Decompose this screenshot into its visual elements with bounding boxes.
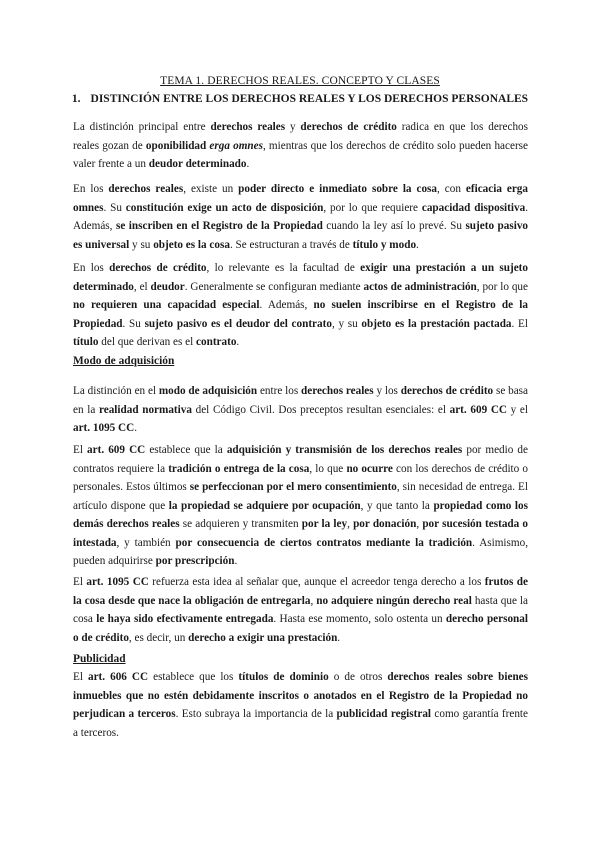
section-title: DISTINCIÓN ENTRE LOS DERECHOS REALES Y LOS DERECHOS PERSONALES — [90, 93, 529, 105]
paragraph-2: En los derechos reales, existe un poder directo e inmediato sobre la cosa, con eficacia erga omnes. Su constitución exige un acto de disposición, por lo que requiere capacidad dispositiva. Además, se inscriben en el Registro de la Propiedad cuando la ley así lo prevé. Su sujeto pasivo es universal y su objeto es la cosa. Se estructuran a través de título y modo. — [73, 183, 529, 251]
heading-modo-adquisicion: Modo de adquisición — [73, 355, 175, 367]
paragraph-5: El art. 609 CC establece que la adquisición y transmisión de los derechos reales por medio de contratos requiere la tradición o entrega de la cosa, lo que no ocurre con los derechos de crédito o personales. Estos últimos se perfeccionan por el mero consentimiento, sin necesidad de entrega. El artículo dispone que la propiedad se adquiere por ocupación, y que tanto la propiedad como los demás derechos reales se adquieren y transmiten por la ley, por donación, por sucesión testada o intestada, y también por consecuencia de ciertos contratos mediante la tradición. Asimismo, pueden adquirirse por prescripción. — [73, 444, 529, 567]
section-number: 1. — [71, 93, 81, 105]
paragraph-6: El art. 1095 CC refuerza esta idea al señalar que, aunque el acreedor tenga derecho a los frutos de la cosa desde que nace la obligación de entregarla, no adquiere ningún derecho real hasta que la cosa le haya sido efectivamente entregada. Hasta ese momento, solo ostenta un derecho personal o de crédito, es decir, un derecho a exigir una prestación. — [73, 576, 529, 644]
section-heading — [0, 93, 600, 105]
document-title: TEMA 1. DERECHOS REALES. CONCEPTO Y CLASES — [160, 75, 440, 87]
paragraph-7: El art. 606 CC establece que los títulos de dominio o de otros derechos reales sobre bienes inmuebles que no estén debidamente inscritos o anotados en el Registro de la Propiedad no perjudican a terceros. Esto subraya la importancia de la publicidad registral como garantía frente a terceros. — [73, 671, 529, 739]
heading-publicidad: Publicidad — [73, 653, 126, 665]
paragraph-1: La distinción principal entre derechos reales y derechos de crédito radica en que los derechos reales gozan de oponibilidad erga omnes, mientras que los derechos de crédito solo pueden hacerse valer frente a un deudor determinado. — [73, 121, 528, 170]
paragraph-4: La distinción en el modo de adquisición entre los derechos reales y los derechos de crédito se basa en la realidad normativa del Código Civil. Dos preceptos resultan esenciales: el art. 609 CC y el art. 1095 CC. — [73, 385, 529, 434]
paragraph-3: En los derechos de crédito, lo relevante es la facultad de exigir una prestación a un sujeto determinado, el deudor. Generalmente se configuran mediante actos de administración, por lo que no requieren una capacidad especial. Además, no suelen inscribirse en el Registro de la Propiedad. Su sujeto pasivo es el deudor del contrato, y su objeto es la prestación pactada. El título del que derivan es el contrato. — [73, 262, 528, 348]
